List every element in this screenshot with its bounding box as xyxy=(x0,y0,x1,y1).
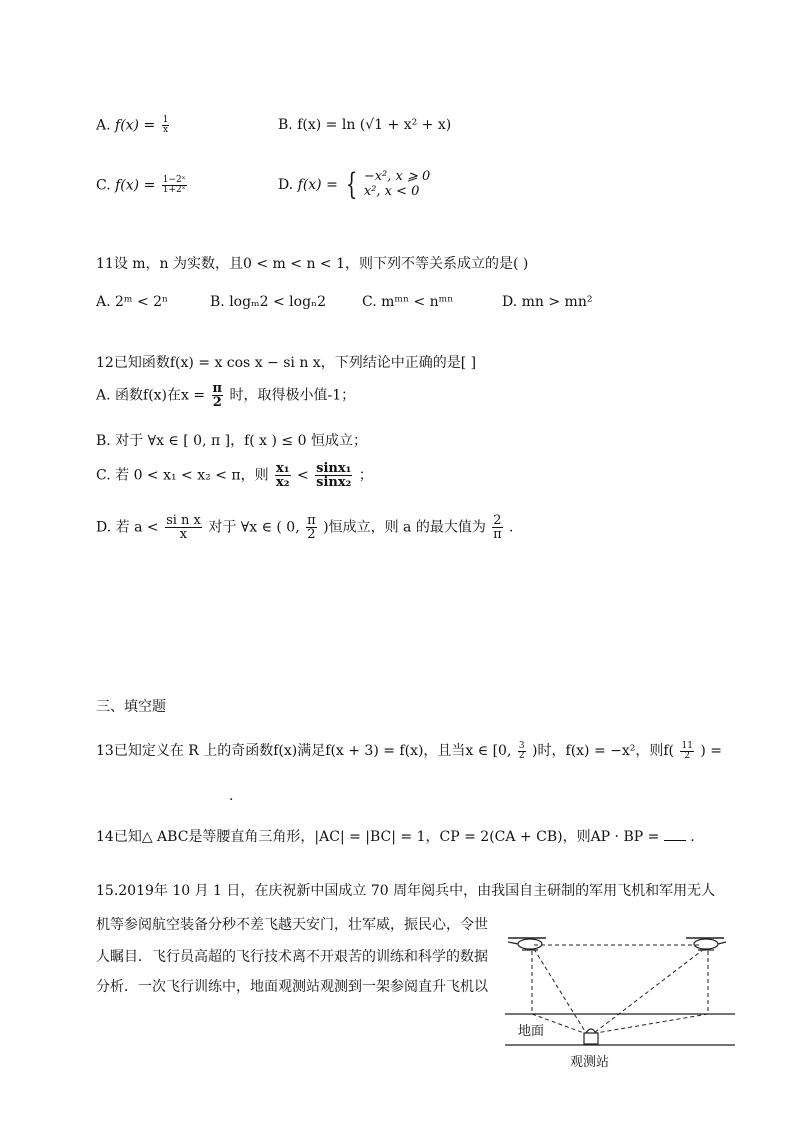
sight-line-right-low xyxy=(596,1014,708,1033)
numerator: 1 xyxy=(162,115,169,125)
case-1: −x², x ⩾ 0 xyxy=(363,169,431,185)
q11-option-d: D. mn > mn² xyxy=(502,294,593,310)
stem-text: ) = xyxy=(700,743,723,759)
option-expr: f(x) = xyxy=(297,177,343,193)
stem-text: )时，f(x) = −x²，则f( xyxy=(532,743,675,759)
q15-line-4: 分析．一次飞行训练中，地面观测站观测到一架参阅直升飞机以 xyxy=(96,979,488,995)
q10-option-b xyxy=(278,117,451,133)
fraction xyxy=(162,176,187,195)
q15-line-3: 人瞩目．飞行员高超的飞行技术离不开艰苦的训练和科学的数据 xyxy=(96,949,488,965)
case-2: x², x < 0 xyxy=(363,184,420,199)
numerator: π xyxy=(307,513,316,528)
q13-stem xyxy=(96,740,722,761)
section-title: 三、填空题 xyxy=(96,699,166,715)
option-text: C. 若 0 < x₁ < x₂ < π，则 xyxy=(96,467,269,484)
numerator: sinx₁ xyxy=(316,461,352,476)
denominator: x xyxy=(162,125,169,135)
less-than: < xyxy=(296,467,309,484)
numerator: si n x xyxy=(166,513,201,528)
answer-blank xyxy=(664,840,686,841)
denominator: 2 xyxy=(684,750,691,761)
option-text: )恒成立，则 a 的最大值为 xyxy=(323,519,486,536)
denominator: x₂ xyxy=(276,475,290,490)
q10-option-c xyxy=(96,176,189,195)
q15-line-2: 机等参阅航空装备分秒不差飞越天安门，壮军威，振民心，令世 xyxy=(96,917,488,933)
sight-line-left xyxy=(534,949,586,1033)
numerator: x₁ xyxy=(276,461,290,476)
option-expr: f(x) = ln (√1 + x² + x) xyxy=(297,117,452,133)
numerator: 11 xyxy=(681,740,693,751)
numerator: 1−2ˣ xyxy=(162,175,186,185)
sight-line-right xyxy=(594,949,704,1033)
q11-stem: 11设 m，n 为实数，且0 < m < n < 1，则下列不等关系成立的是( ) xyxy=(96,256,529,272)
fraction xyxy=(306,514,317,541)
fraction xyxy=(165,514,202,541)
station-label: 观测站 xyxy=(570,1055,610,1070)
q12-option-b: B. 对于 ∀x ∈ [ 0, π ]，f( x ) ≤ 0 恒成立； xyxy=(96,433,367,449)
denominator: 2 xyxy=(307,527,316,542)
ground-label: 地面 xyxy=(518,1024,545,1039)
option-label: A. xyxy=(96,117,111,134)
option-text: . xyxy=(509,519,514,536)
q14-stem xyxy=(96,826,695,846)
option-label: C. xyxy=(96,177,111,194)
fraction xyxy=(212,382,224,409)
option-expr: f(x) = xyxy=(115,177,160,194)
option-expr: f(x) = xyxy=(115,117,160,134)
q15-line-1: 15.2019年 10 月 1 日，在庆祝新中国成立 70 周年阅兵中，由我国自主研制的军用飞机和军用无人 xyxy=(96,883,716,899)
q10-option-a xyxy=(96,116,171,135)
denominator: π xyxy=(493,527,502,542)
stem-end: . xyxy=(690,829,695,845)
q12-option-d xyxy=(96,514,513,541)
left-brace: { xyxy=(346,167,358,202)
fraction xyxy=(315,462,352,489)
q11-option-a: A. 2ᵐ < 2ⁿ xyxy=(96,294,169,310)
numerator: π xyxy=(212,381,223,396)
q12-stem: 12已知函数f(x) = x cos x − si n x，下列结论中正确的是[ ] xyxy=(96,355,477,371)
option-label: B. xyxy=(278,117,293,133)
option-text: A. 函数f(x)在x = xyxy=(96,387,206,404)
stem-text: 13已知定义在 R 上的奇函数f(x)满足f(x + 3) = f(x)，且当x ∈ [0, xyxy=(96,743,512,759)
fraction xyxy=(492,514,502,541)
numerator: 2 xyxy=(493,513,502,528)
q13-answer-blank-end: . xyxy=(229,788,234,804)
denominator: x xyxy=(179,527,188,542)
denominator: sinx₂ xyxy=(316,475,352,490)
option-text: ； xyxy=(358,467,373,484)
option-text: D. 若 a < xyxy=(96,519,164,536)
helicopter-right-icon xyxy=(686,938,726,950)
piecewise-cases xyxy=(364,170,430,200)
q10-option-d xyxy=(278,167,431,202)
option-label: D. xyxy=(278,177,294,193)
q12-option-a xyxy=(96,382,355,409)
q11-option-b: B. logₘ2 < logₙ2 xyxy=(210,294,327,310)
stem-text: 14已知△ ABC是等腰直角三角形，|AC| = |BC| = 1，CP = 2(CA + CB)，则AP · BP = xyxy=(96,829,660,845)
fraction xyxy=(518,742,526,761)
helicopter-left-icon xyxy=(508,938,546,950)
option-text: 对于 ∀x ∈ ( 0, xyxy=(208,519,300,536)
denominator: 2 xyxy=(518,750,525,761)
q12-option-c xyxy=(96,462,373,489)
denominator: 1+2ˣ xyxy=(162,185,186,195)
observation-figure xyxy=(500,925,745,1075)
q11-option-c: C. mᵐⁿ < nᵐⁿ xyxy=(362,294,454,310)
option-text: 时，取得极小值-1； xyxy=(229,387,356,404)
fraction xyxy=(275,462,290,489)
denominator: 2 xyxy=(212,395,222,410)
fraction xyxy=(162,116,170,135)
fraction xyxy=(680,742,693,761)
numerator: 3 xyxy=(518,740,525,751)
